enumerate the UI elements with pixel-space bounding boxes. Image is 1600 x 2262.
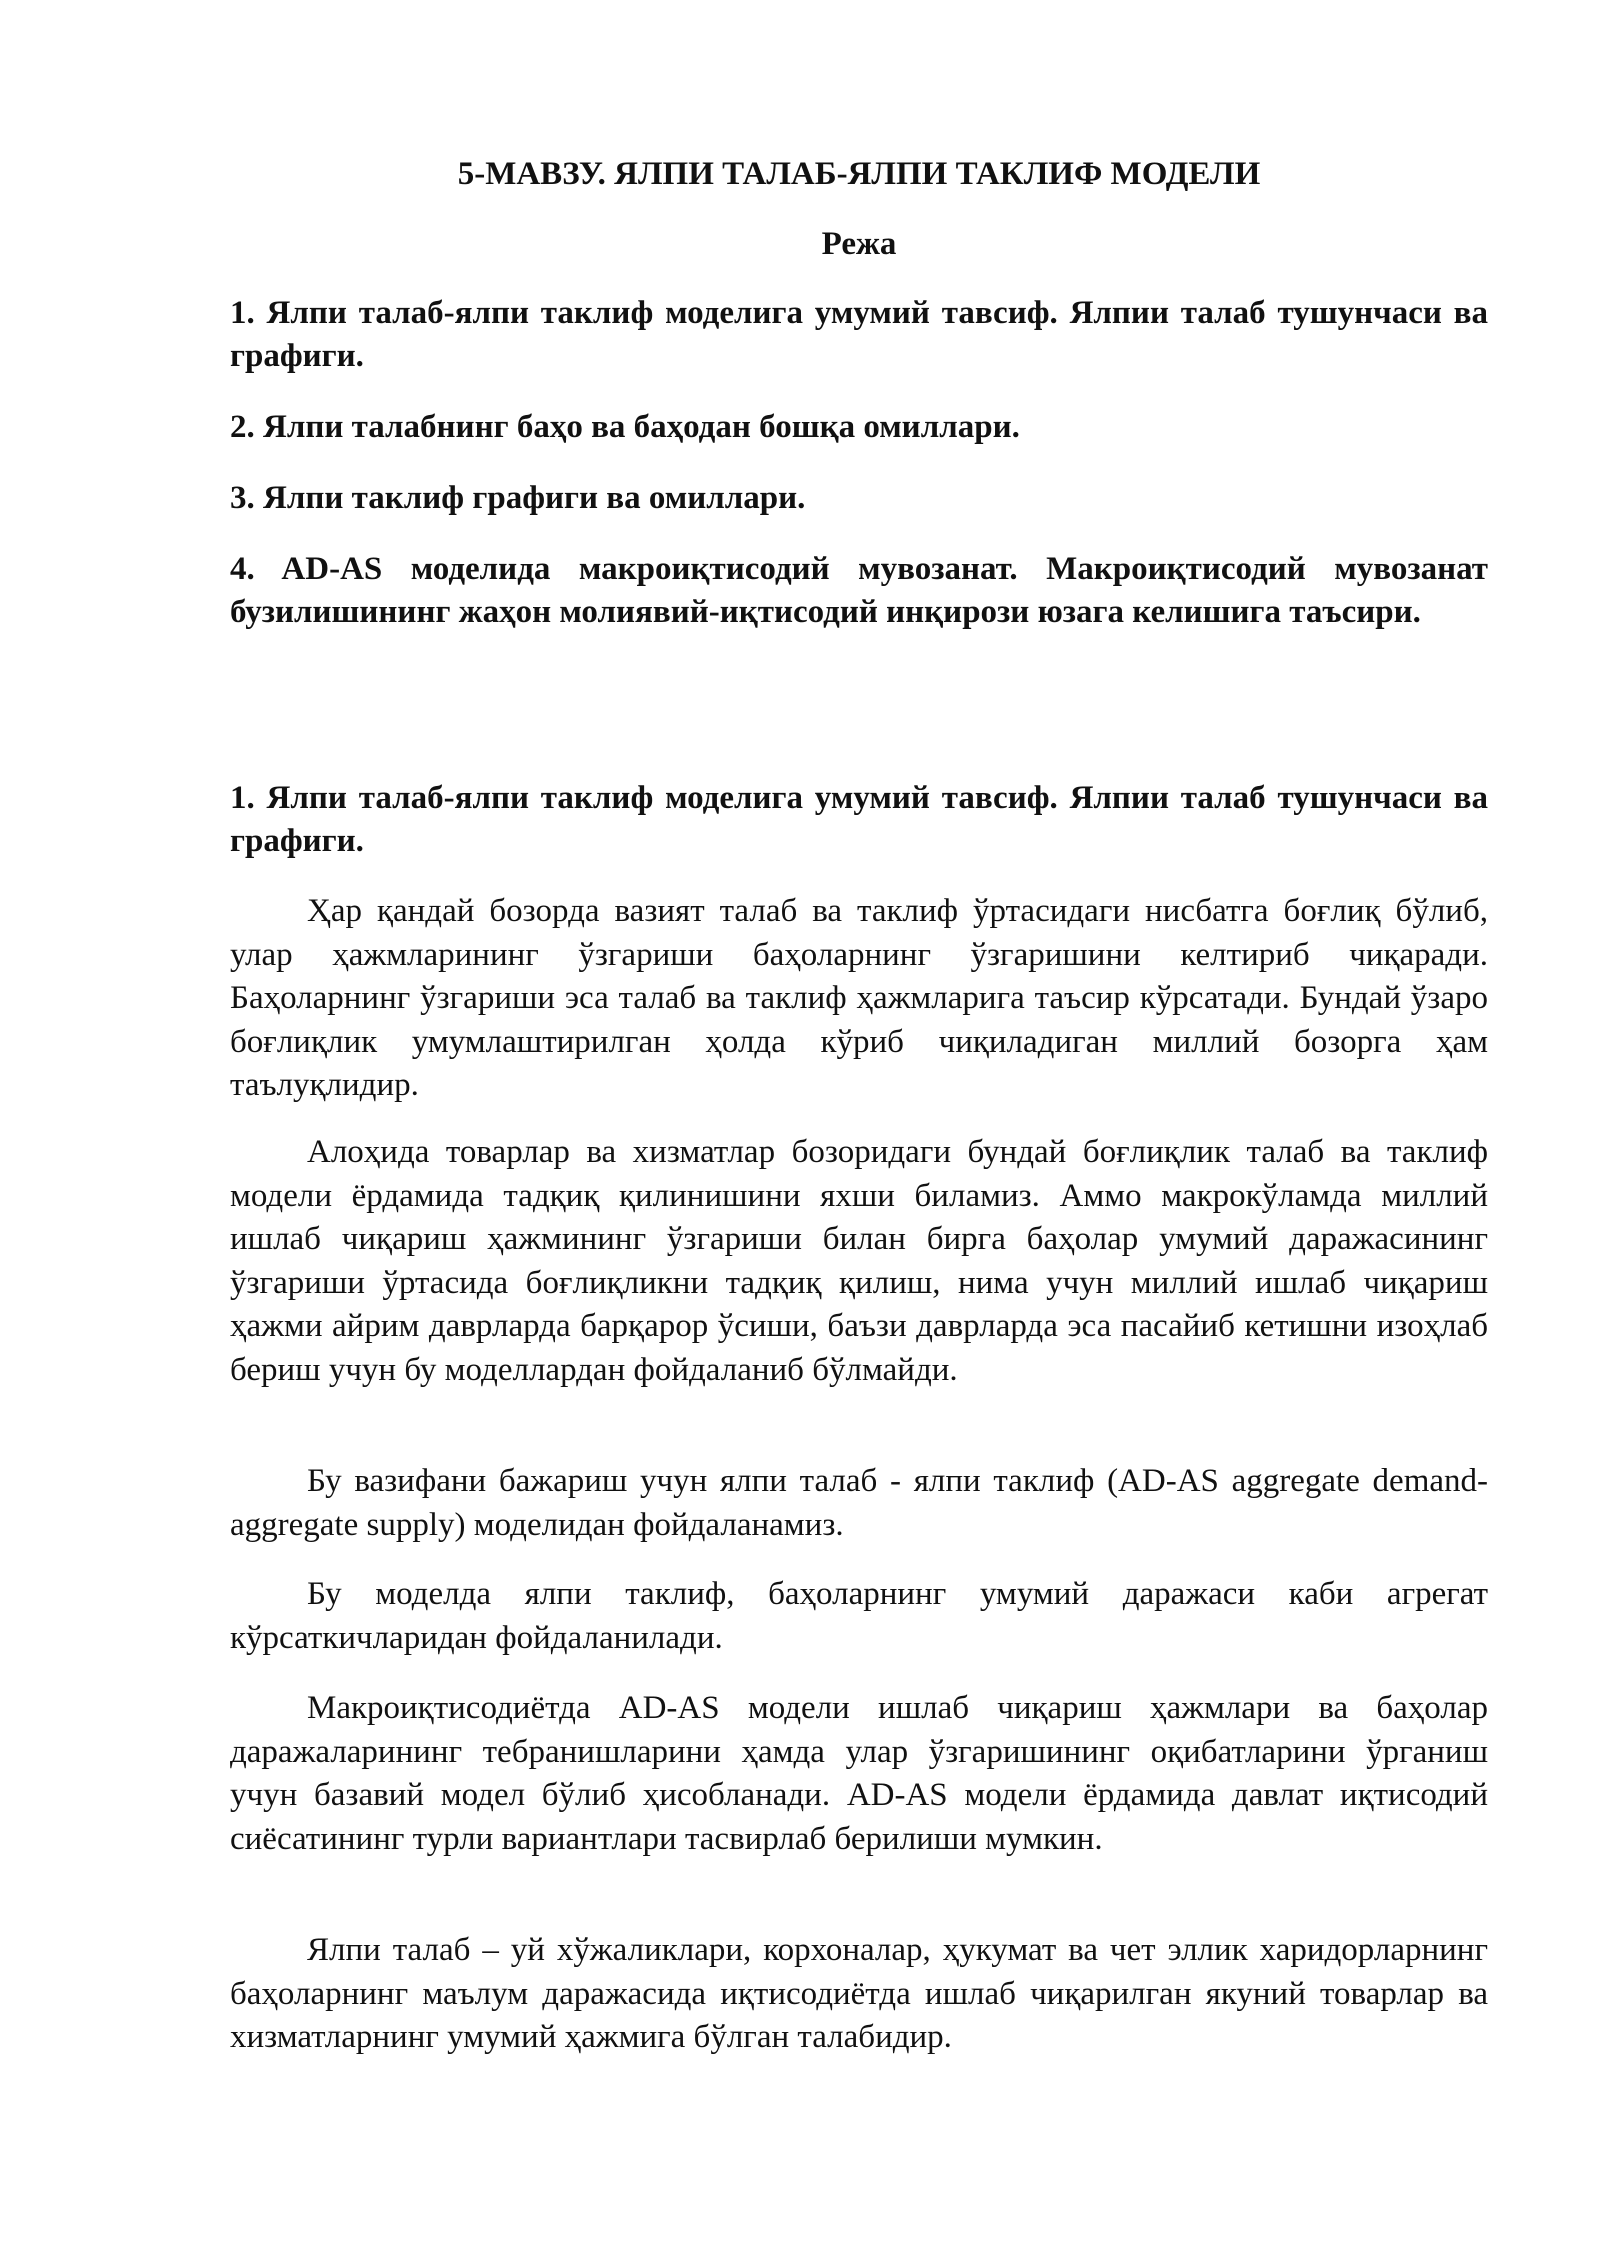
plan-item-2: 2. Ялпи талабнинг баҳо ва баҳодан бошқа омиллари.	[230, 409, 1020, 445]
paragraph-3: Бу вазифани бажариш учун ялпи талаб - ялпи таклиф (AD-AS aggregate demand- aggregate supply) моделидан фойдаланамиз.	[230, 1463, 1488, 1543]
paragraph-5: Макроиқтисодиётда AD-AS модели ишлаб чиқариш ҳажмлари ва баҳолар даражаларининг тебранишларини ҳамда улар ўзгаришининг оқибатларини ўрганиш учун базавий модел бўлиб ҳисобланади. AD-AS модели ёрдамида давлат иқтисодий сиёсатининг турли вариантлари тасвирлаб берилиши мумкин.	[230, 1690, 1488, 1857]
section-heading: 1. Ялпи талаб-ялпи таклиф моделига умумий тавсиф. Ялпии талаб тушунчаси ва графиги.	[230, 780, 1488, 859]
paragraph-6: Ялпи талаб – уй хўжаликлари, корхоналар, ҳукумат ва чет эллик харидорларнинг баҳоларнинг маълум даражасида иқтисодиётда ишлаб чиқарилган якуний товарлар ва хизматларнинг умумий ҳажмига бўлган талабидир.	[230, 1932, 1488, 2055]
plan-item-4: 4. AD-AS моделида макроиқтисодий мувозанат. Макроиқтисодий мувозанат бузилишининг жаҳон молиявий-иқтисодий инқирози юзага келишига таъсири.	[230, 551, 1488, 630]
page-title: 5-МАВЗУ. ЯЛПИ ТАЛАБ-ЯЛПИ ТАКЛИФ МОДЕЛИ	[457, 156, 1261, 192]
plan-item-1: 1. Ялпи талаб-ялпи таклиф моделига умумий тавсиф. Ялпии талаб тушунчаси ва графиги.	[230, 295, 1488, 374]
plan-heading: Режа	[821, 226, 897, 262]
paragraph-2: Алоҳида товарлар ва хизматлар бозоридаги бундай боғлиқлик талаб ва таклиф модели ёрдамида тадқиқ қилинишини яхши биламиз. Аммо макрокўламда миллий ишлаб чиқариш ҳажмининг ўзгариши билан бирга баҳолар умумий даражасининг ўзгариши ўртасида боғлиқликни тадқиқ қилиш, нима учун миллий ишлаб чиқариш ҳажми айрим даврларда барқарор ўсиши, баъзи даврларда эса пасайиб кетишни изоҳлаб бериш учун бу моделлардан фойдаланиб бўлмайди.	[230, 1134, 1488, 1388]
paragraph-1: Ҳар қандай бозорда вазият талаб ва таклиф ўртасидаги нисбатга боғлиқ бўлиб, улар ҳажмларининг ўзгариши баҳоларнинг ўзгаришини келтириб чиқаради. Баҳоларнинг ўзгариши эса талаб ва таклиф ҳажмларига таъсир кўрсатади. Бундай ўзаро боғлиқлик умумлаштирилган ҳолда кўриб чиқиладиган миллий бозорга ҳам таълуқлидир.	[230, 893, 1488, 1103]
plan-item-3: 3. Ялпи таклиф графиги ва омиллари.	[230, 480, 806, 516]
paragraph-4: Бу моделда ялпи таклиф, баҳоларнинг умумий даражаси каби агрегат кўрсаткичларидан фойдаланилади.	[230, 1576, 1488, 1656]
